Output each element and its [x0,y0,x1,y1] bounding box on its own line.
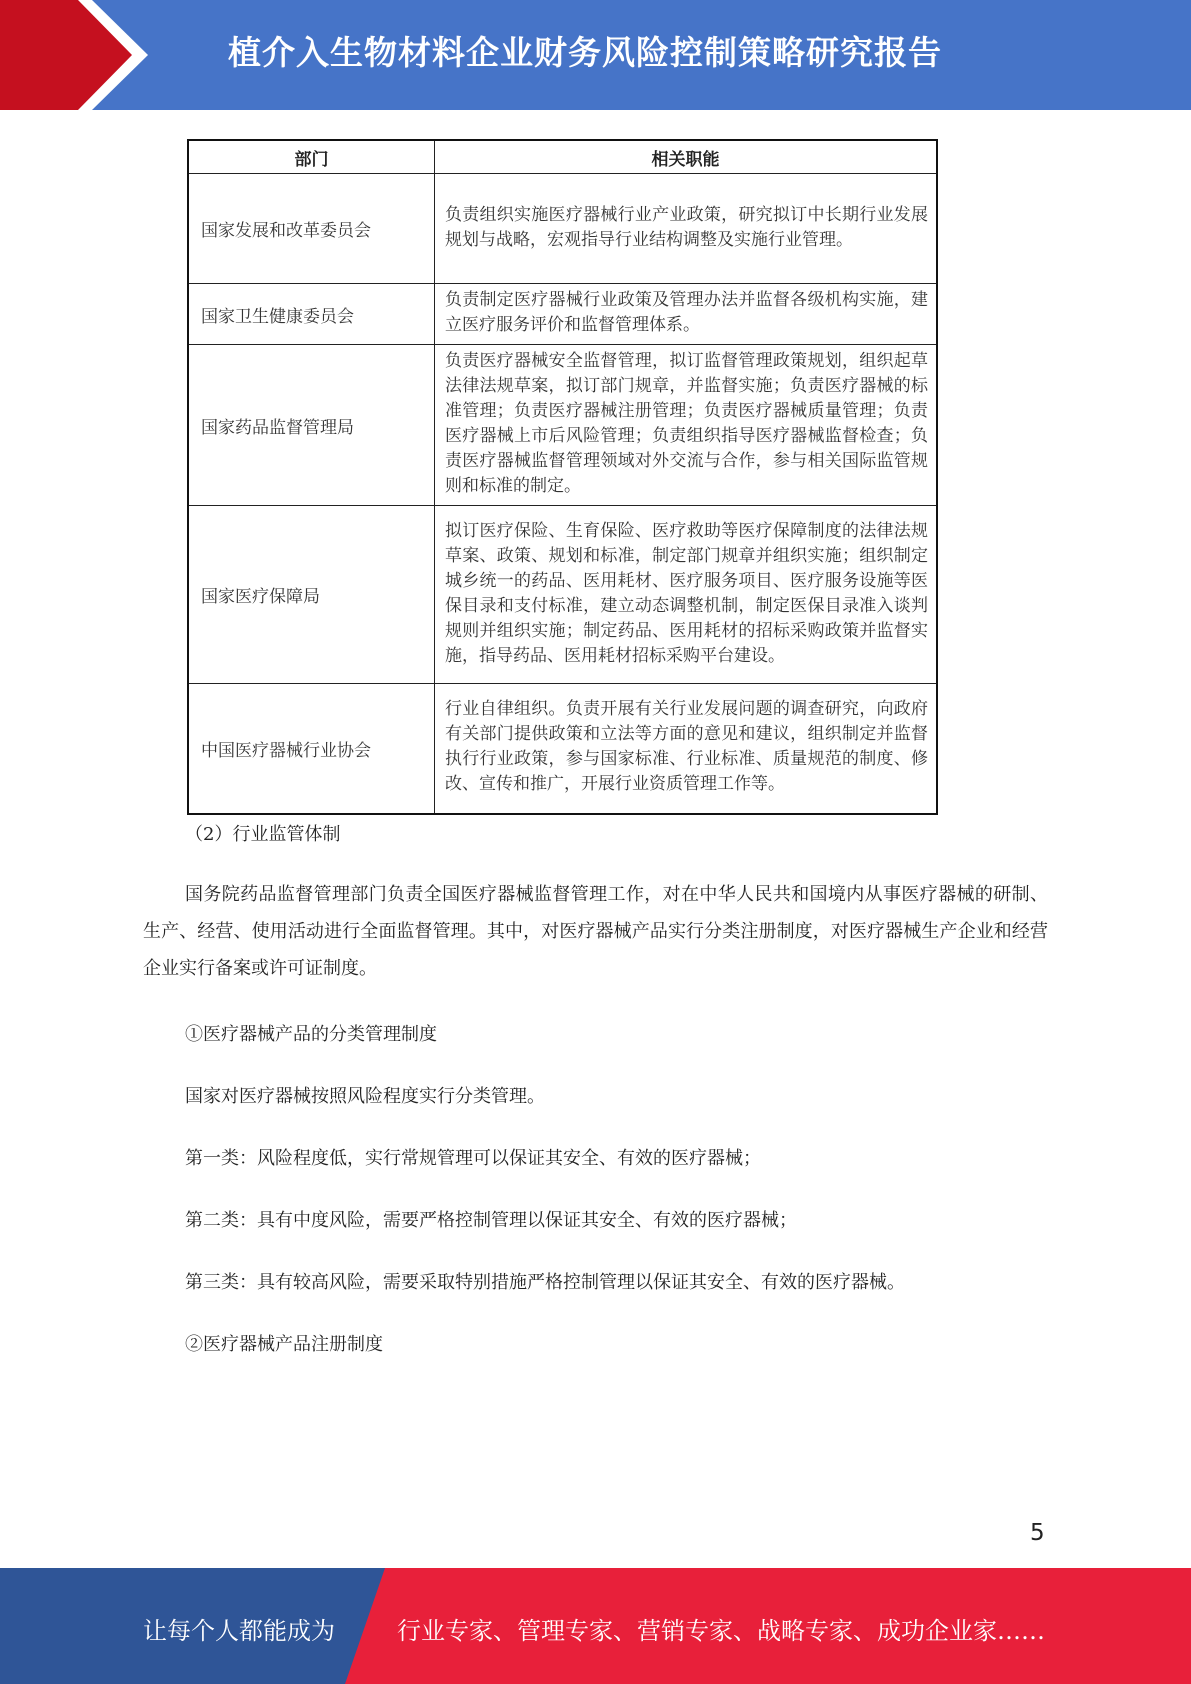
table-row [188,506,937,684]
class3-text: 第三类：具有较高风险，需要采取特别措施严格控制管理以保证其安全、有效的医疗器械。 [185,1272,905,1293]
table-header-dept: 部门 [188,140,435,174]
class2-text: 第二类：具有中度风险，需要严格控制管理以保证其安全、有效的医疗器械； [185,1210,797,1231]
func-cell: 负责制定医疗器械行业政策及管理办法并监督各级机构实施，建立医疗服务评价和监督管理体系。 [435,284,938,345]
section-heading: （2）行业监管体制 [185,824,341,845]
table-row [188,284,937,345]
func-cell: 负责组织实施医疗器械行业产业政策，研究拟订中长期行业发展规划与战略，宏观指导行业结构调整及实施行业管理。 [435,174,938,284]
dept-cell: 中国医疗器械行业协会 [188,684,435,814]
department-functions-table [187,139,938,815]
func-cell: 负责医疗器械安全监督管理，拟订监督管理政策规划，组织起草法律法规草案，拟订部门规章，并监督实施；负责医疗器械的标准管理；负责医疗器械注册管理；负责医疗器械质量管理；负责医疗器械上市后风险管理；负责组织指导医疗器械监督检查；负责医疗器械监督管理领域对外交流与合作，参与相关国际监管规则和标准的制定。 [435,345,938,506]
dept-cell: 国家医疗保障局 [188,506,435,684]
class1-text: 第一类：风险程度低，实行常规管理可以保证其安全、有效的医疗器械； [185,1148,761,1169]
report-title: 植介入生物材料企业财务风险控制策略研究报告 [228,33,942,72]
item2-heading: ②医疗器械产品注册制度 [185,1334,383,1355]
table-header-func: 相关职能 [435,140,938,174]
dept-cell: 国家卫生健康委员会 [188,284,435,345]
header-banner [0,0,1191,110]
footer-banner [0,1568,1191,1684]
table-row [188,345,937,506]
func-cell: 行业自律组织。负责开展有关行业发展问题的调查研究，向政府有关部门提供政策和立法等方面的意见和建议，组织制定并监督执行行业政策，参与国家标准、行业标准、质量规范的制度、修改、宣传和推广，开展行业资质管理工作等。 [435,684,938,814]
dept-cell: 国家发展和改革委员会 [188,174,435,284]
footer-slogan-right: 行业专家、管理专家、营销专家、战略专家、成功企业家…… [397,1617,1045,1645]
page-number: 5 [1030,1520,1045,1546]
intro-paragraph: 国务院药品监督管理部门负责全国医疗器械监督管理工作，对在中华人民共和国境内从事医疗器械的研制、生产、经营、使用活动进行全面监督管理。其中，对医疗器械产品实行分类注册制度，对医疗器械生产企业和经营企业实行备案或许可证制度。 [143,884,1048,979]
table-row [188,684,937,814]
footer-slogan-left: 让每个人都能成为 [143,1617,335,1645]
table-header-row [188,140,937,174]
item1-heading: ①医疗器械产品的分类管理制度 [185,1024,437,1045]
func-cell: 拟订医疗保险、生育保险、医疗救助等医疗保障制度的法律法规草案、政策、规划和标准，制定部门规章并组织实施；组织制定城乡统一的药品、医用耗材、医疗服务项目、医疗服务设施等医保目录和支付标准，建立动态调整机制，制定医保目录准入谈判规则并组织实施；制定药品、医用耗材的招标采购政策并监督实施，指导药品、医用耗材招标采购平台建设。 [435,506,938,684]
dept-cell: 国家药品监督管理局 [188,345,435,506]
header-arrow-decoration [0,0,160,110]
table-row [188,174,937,284]
item1-intro: 国家对医疗器械按照风险程度实行分类管理。 [185,1086,545,1107]
